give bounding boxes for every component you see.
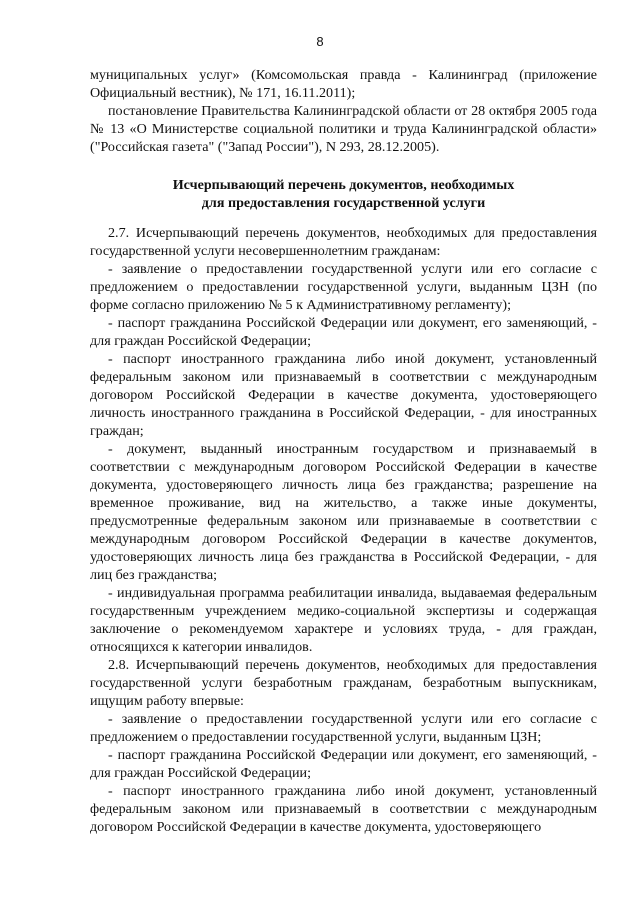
page-number: 8: [316, 34, 324, 49]
section-heading-line-2: для предоставления государственной услуги: [201, 195, 486, 211]
clause-2-8: 2.8. Исчерпывающий перечень документов, необходимых для предоставления государственной услуги безработным гражданам, безработным выпускникам, ищущим работу впервые:: [90, 657, 597, 709]
list-item: - паспорт иностранного гражданина либо иной документ, установленный федеральным законом или признаваемый в соответствии с международным договором Российской Федерации в качестве документа, удостоверяющего личность иностранного гражданина в Российской Федерации, - для иностранных граждан;: [90, 351, 597, 439]
clause-2-7: 2.7. Исчерпывающий перечень документов, необходимых для предоставления государственной услуги несовершеннолетним гражданам:: [90, 225, 597, 259]
section-heading-line-1: Исчерпывающий перечень документов, необходимых: [172, 177, 515, 193]
list-item: - паспорт гражданина Российской Федерации или документ, его заменяющий, - для граждан Российской Федерации;: [90, 747, 597, 781]
paragraph-law-reference: муниципальных услуг» (Комсомольская правда - Калининград (приложение Официальный вестник), № 171, 16.11.2011);: [90, 67, 597, 101]
document-body: [90, 66, 597, 836]
section-heading: [90, 176, 597, 212]
list-item: - паспорт гражданина Российской Федерации или документ, его заменяющий, - для граждан Российской Федерации;: [90, 315, 597, 349]
list-item: - заявление о предоставлении государственной услуги или его согласие с предложением о предоставлении государственной услуги, выданным ЦЗН (по форме согласно приложению № 5 к Административному регламенту);: [90, 261, 597, 313]
list-item: - заявление о предоставлении государственной услуги или его согласие с предложением о предоставлении государственной услуги, выданным ЦЗН;: [90, 711, 597, 745]
paragraph-government-decree: постановление Правительства Калининградской области от 28 октября 2005 года № 13 «О Министерстве социальной политики и труда Калининградской области» ("Российская газета" ("Запад России"), N 293, 28.12.2005).: [90, 103, 597, 155]
list-item: - индивидуальная программа реабилитации инвалида, выдаваемая федеральным государственным учреждением медико-социальной экспертизы и содержащая заключение о рекомендуемом характере и условиях труда, - для граждан, относящихся к категории инвалидов.: [90, 585, 597, 655]
list-item: - документ, выданный иностранным государством и признаваемый в соответствии с международным договором Российской Федерации в качестве документа, удостоверяющего личность лица без гражданства; разрешение на временное проживание, вид на жительство, а также иные документы, предусмотренные федеральным законом или признаваемые в соответствии с международным договором Российской Федерации в качестве документов, удостоверяющих личность лица без гражданства в Российской Федерации, - для лиц без гражданства;: [90, 441, 597, 583]
list-item: - паспорт иностранного гражданина либо иной документ, установленный федеральным законом или признаваемый в соответствии с международным договором Российской Федерации в качестве документа, удостоверяющего: [90, 783, 597, 835]
